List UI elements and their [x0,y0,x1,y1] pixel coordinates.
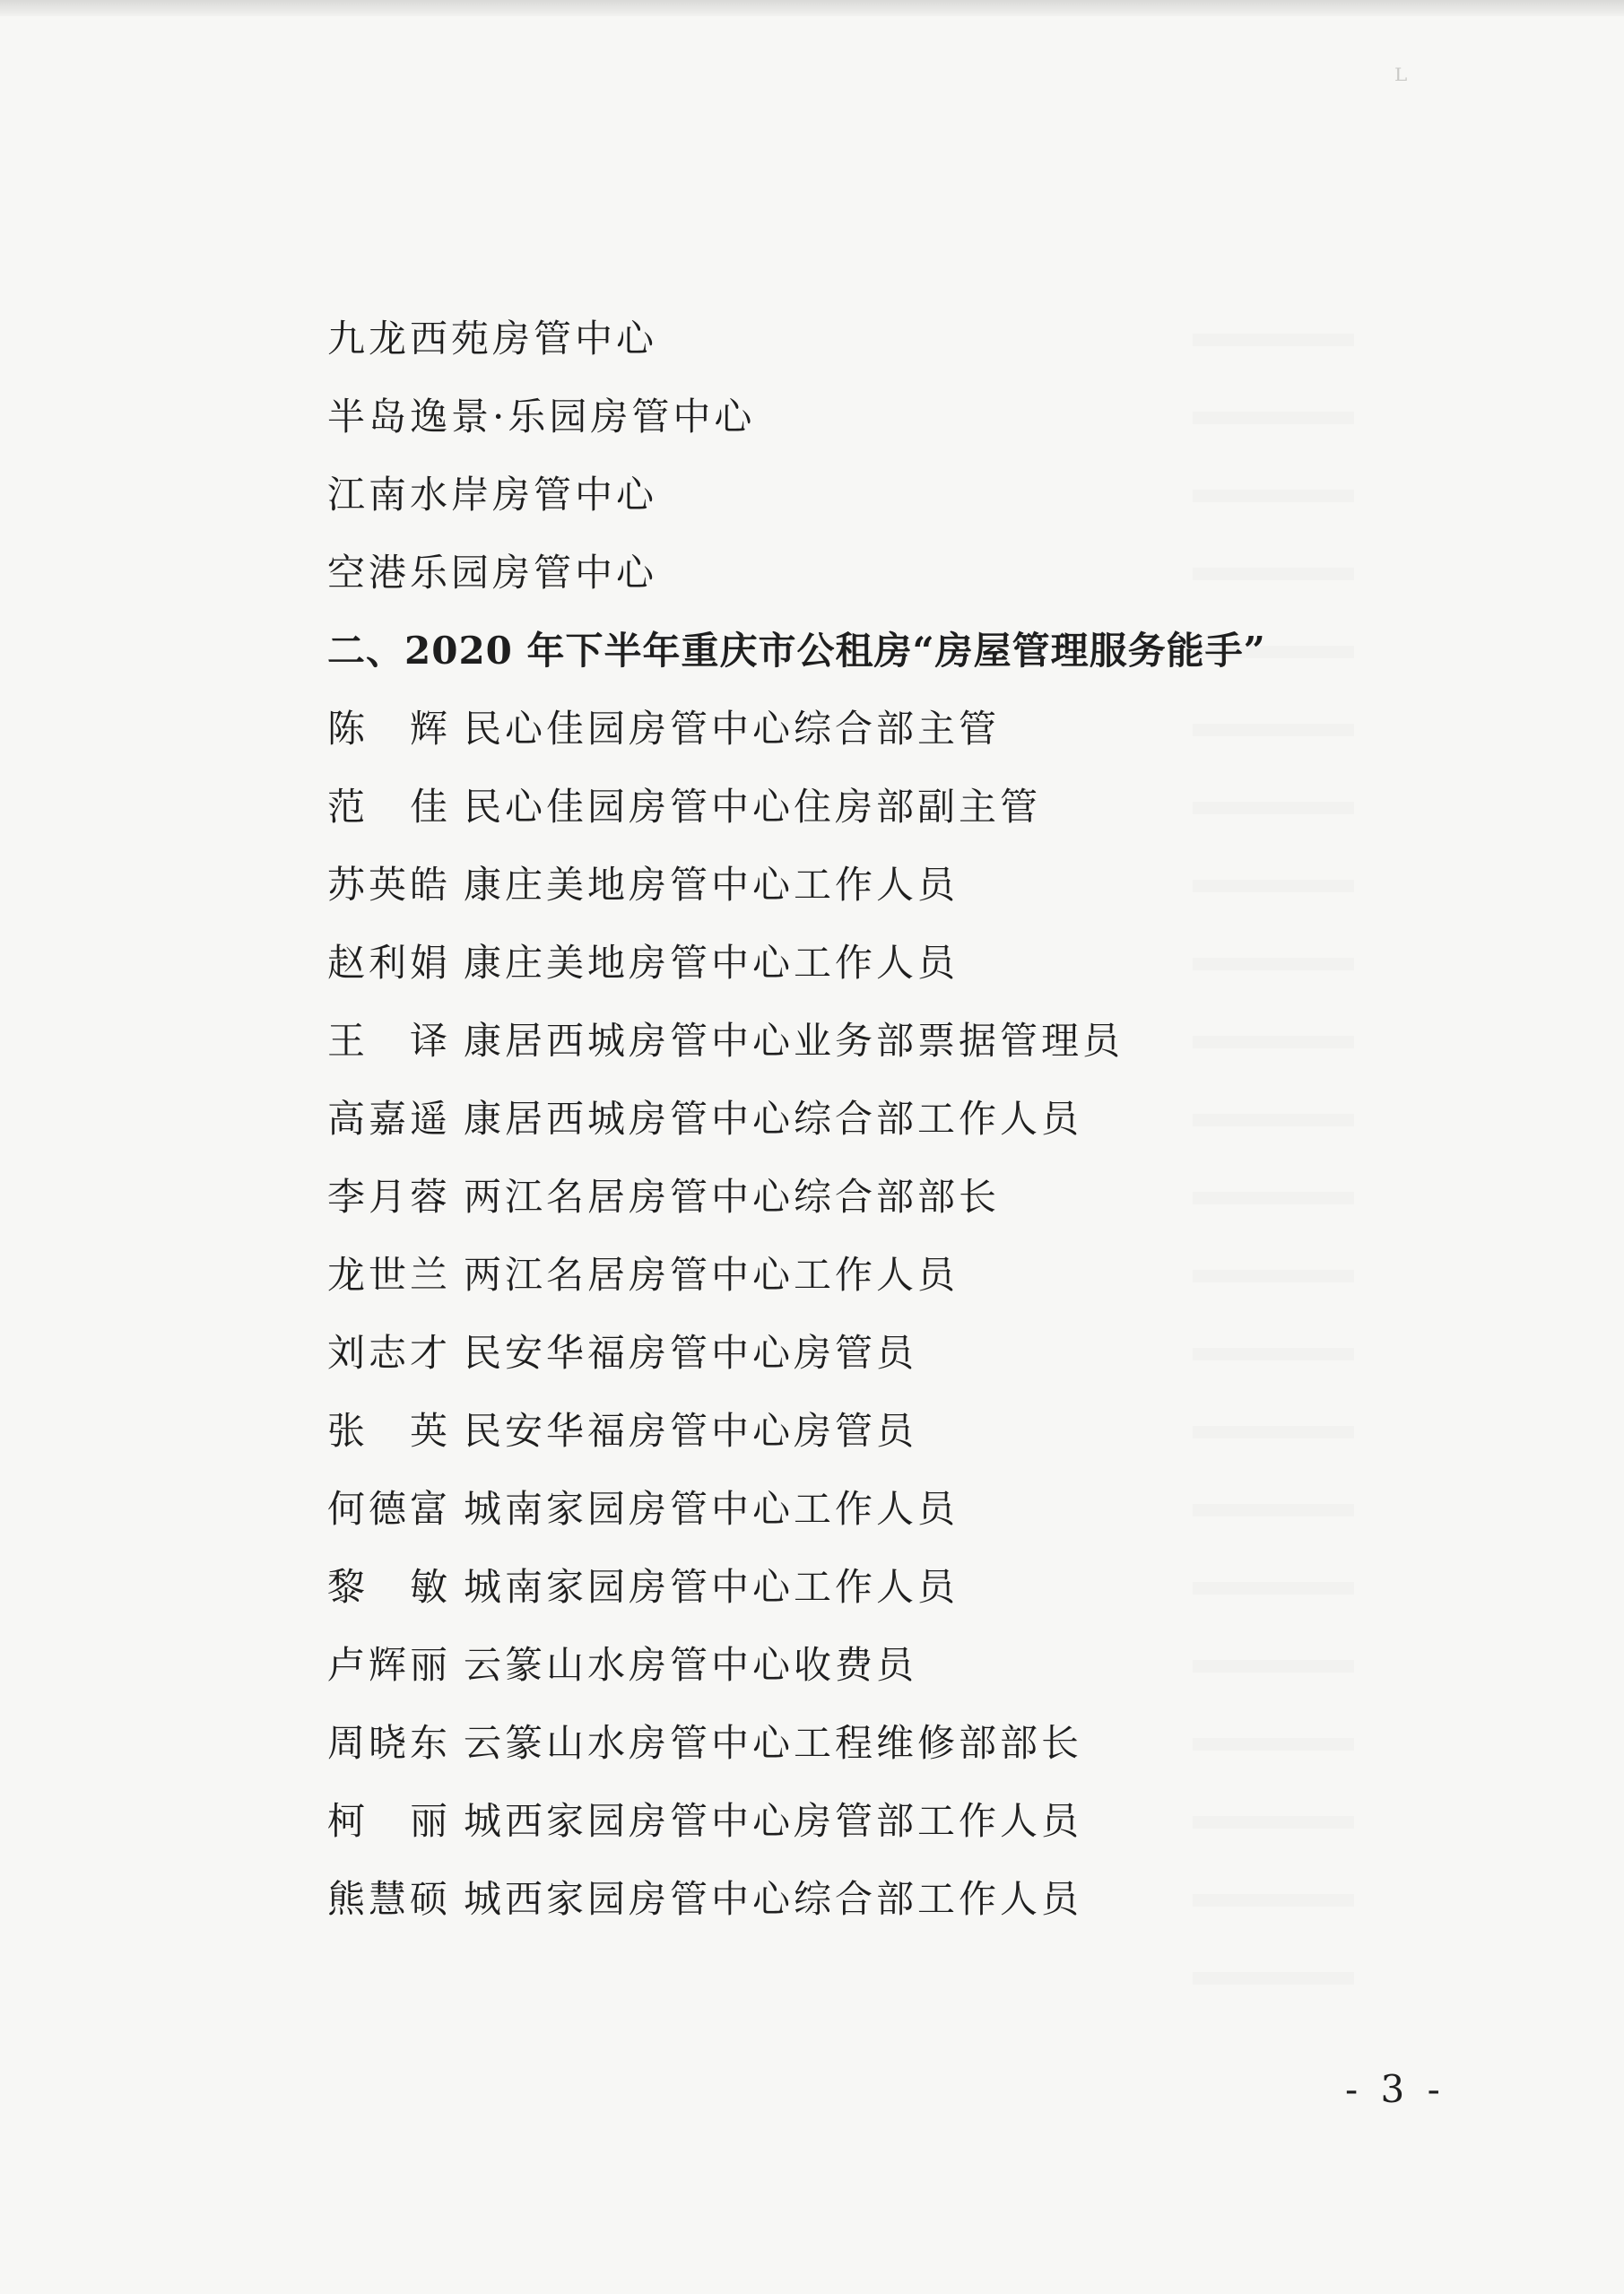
person-position: 两江名居房管中心工作人员 [464,1253,960,1297]
person-row [327,1548,1403,1626]
person-position: 城南家园房管中心工作人员 [464,1565,960,1609]
person-row [327,1626,1403,1704]
person-row [327,1860,1403,1938]
person-name: 黎 敏 [327,1565,452,1609]
person-position: 云篆山水房管中心工程维修部部长 [464,1721,1083,1765]
person-position: 民安华福房管中心房管员 [464,1409,918,1453]
person-position: 民安华福房管中心房管员 [464,1331,918,1375]
person-name: 龙世兰 [327,1253,452,1297]
person-name: 高嘉遥 [327,1097,452,1141]
person-row [327,1782,1403,1860]
person-name: 张 英 [327,1409,452,1453]
person-name: 苏英皓 [327,863,452,907]
center-line: 半岛逸景·乐园房管中心 [327,395,756,439]
person-name: 王 译 [327,1019,452,1063]
section-heading: 二、2020 年下半年重庆市公租房“房屋管理服务能手” [327,629,1266,673]
person-row [327,1392,1403,1470]
document-body [327,300,1403,1938]
scan-mark: ᴸ [1394,63,1408,99]
person-name: 熊慧硕 [327,1877,452,1921]
person-position: 民心佳园房管中心综合部主管 [464,707,1001,751]
person-name: 范 佳 [327,785,452,829]
person-name: 陈 辉 [327,707,452,751]
person-position: 城南家园房管中心工作人员 [464,1487,960,1531]
center-line: 空港乐园房管中心 [327,551,658,595]
person-row [327,1236,1403,1314]
person-position: 云篆山水房管中心收费员 [464,1643,918,1687]
person-position: 两江名居房管中心综合部部长 [464,1175,1001,1219]
person-row [327,1704,1403,1782]
person-name: 刘志才 [327,1331,452,1375]
person-position: 康居西城房管中心综合部工作人员 [464,1097,1083,1141]
person-row [327,924,1403,1002]
person-row [327,1158,1403,1236]
person-name: 卢辉丽 [327,1643,452,1687]
person-name: 赵利娟 [327,941,452,985]
person-position: 民心佳园房管中心住房部副主管 [464,785,1042,829]
page-number: - 3 - [1345,2067,1446,2111]
person-row [327,1470,1403,1548]
person-name: 何德富 [327,1487,452,1531]
person-position: 康居西城房管中心业务部票据管理员 [464,1019,1125,1063]
person-position: 城西家园房管中心房管部工作人员 [464,1799,1083,1843]
person-name: 柯 丽 [327,1799,452,1843]
person-row [327,846,1403,924]
person-row [327,690,1403,768]
person-name: 李月蓉 [327,1175,452,1219]
scan-top-edge [0,0,1624,16]
person-row [327,768,1403,846]
center-line: 江南水岸房管中心 [327,473,658,517]
person-position: 康庄美地房管中心工作人员 [464,941,960,985]
person-row [327,1314,1403,1392]
person-position: 康庄美地房管中心工作人员 [464,863,960,907]
person-position: 城西家园房管中心综合部工作人员 [464,1877,1083,1921]
person-name: 周晓东 [327,1721,452,1765]
person-row [327,1080,1403,1158]
person-row [327,1002,1403,1080]
center-line: 九龙西苑房管中心 [327,317,658,361]
